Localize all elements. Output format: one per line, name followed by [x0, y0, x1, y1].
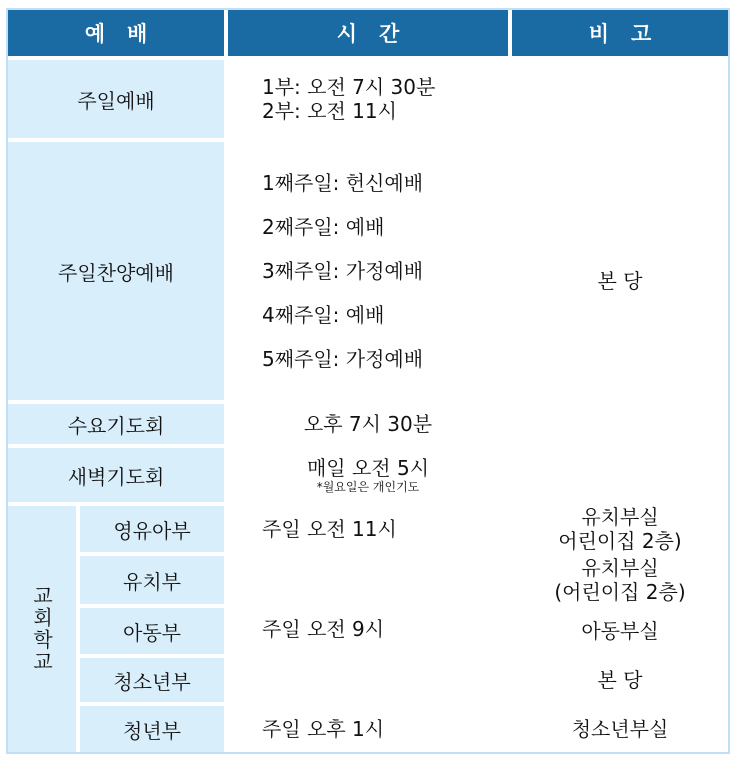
- header-col-note: 비 고: [512, 10, 728, 56]
- sunday-time-1: 1부: 오전 7시 30분: [262, 75, 436, 99]
- school-row-young-adults: 청년부: [80, 706, 224, 752]
- school-time-shared: 주일 오전 9시: [228, 556, 508, 702]
- row-label-sunday: 주일예배: [8, 60, 224, 138]
- kindergarten-place-line2: (어린이집 2층): [554, 580, 686, 604]
- praise-week-3: 3째주일: 가정예배: [262, 259, 424, 283]
- dawn-time: 매일 오전 5시: [306, 456, 430, 480]
- row-label-praise: 주일찬양예배: [8, 142, 224, 400]
- school-row-children: 아동부: [80, 608, 224, 654]
- praise-week-2: 2째주일: 예배: [262, 215, 385, 239]
- note-main-sanctuary: 본 당: [512, 60, 728, 502]
- row-label-wednesday: 수요기도회: [8, 404, 224, 444]
- header-col-worship: 예 배: [8, 10, 224, 56]
- school-place-kindergarten: [512, 556, 728, 604]
- school-place-youth: 본 당: [512, 658, 728, 702]
- header-col-time: 시 간: [228, 10, 508, 56]
- school-place-infants: [512, 506, 728, 552]
- row-label-dawn: 새벽기도회: [8, 448, 224, 502]
- school-time-infants: 주일 오전 11시: [228, 506, 508, 552]
- row-time-praise: [228, 142, 508, 400]
- school-time-young-adults: 주일 오후 1시: [228, 706, 508, 752]
- school-place-young-adults: 청소년부실: [512, 706, 728, 752]
- school-group-label: 교회학교: [8, 506, 76, 752]
- school-row-kindergarten: 유치부: [80, 556, 224, 604]
- school-row-infants: 영유아부: [80, 506, 224, 552]
- row-time-sunday: [228, 60, 508, 138]
- school-row-youth: 청소년부: [80, 658, 224, 702]
- praise-week-1: 1째주일: 헌신예배: [262, 171, 424, 195]
- row-time-wednesday: 오후 7시 30분: [228, 404, 508, 444]
- sunday-time-2: 2부: 오전 11시: [262, 99, 397, 123]
- praise-week-4: 4째주일: 예배: [262, 303, 385, 327]
- infants-place-line1: 유치부실: [581, 505, 659, 529]
- school-place-children: 아동부실: [512, 608, 728, 654]
- praise-week-5: 5째주일: 가정예배: [262, 347, 424, 371]
- kindergarten-place-line1: 유치부실: [581, 556, 659, 580]
- dawn-note: *월요일은 개인기도: [316, 480, 420, 494]
- row-time-dawn: [228, 448, 508, 502]
- infants-place-line2: 어린이집 2층): [558, 529, 682, 553]
